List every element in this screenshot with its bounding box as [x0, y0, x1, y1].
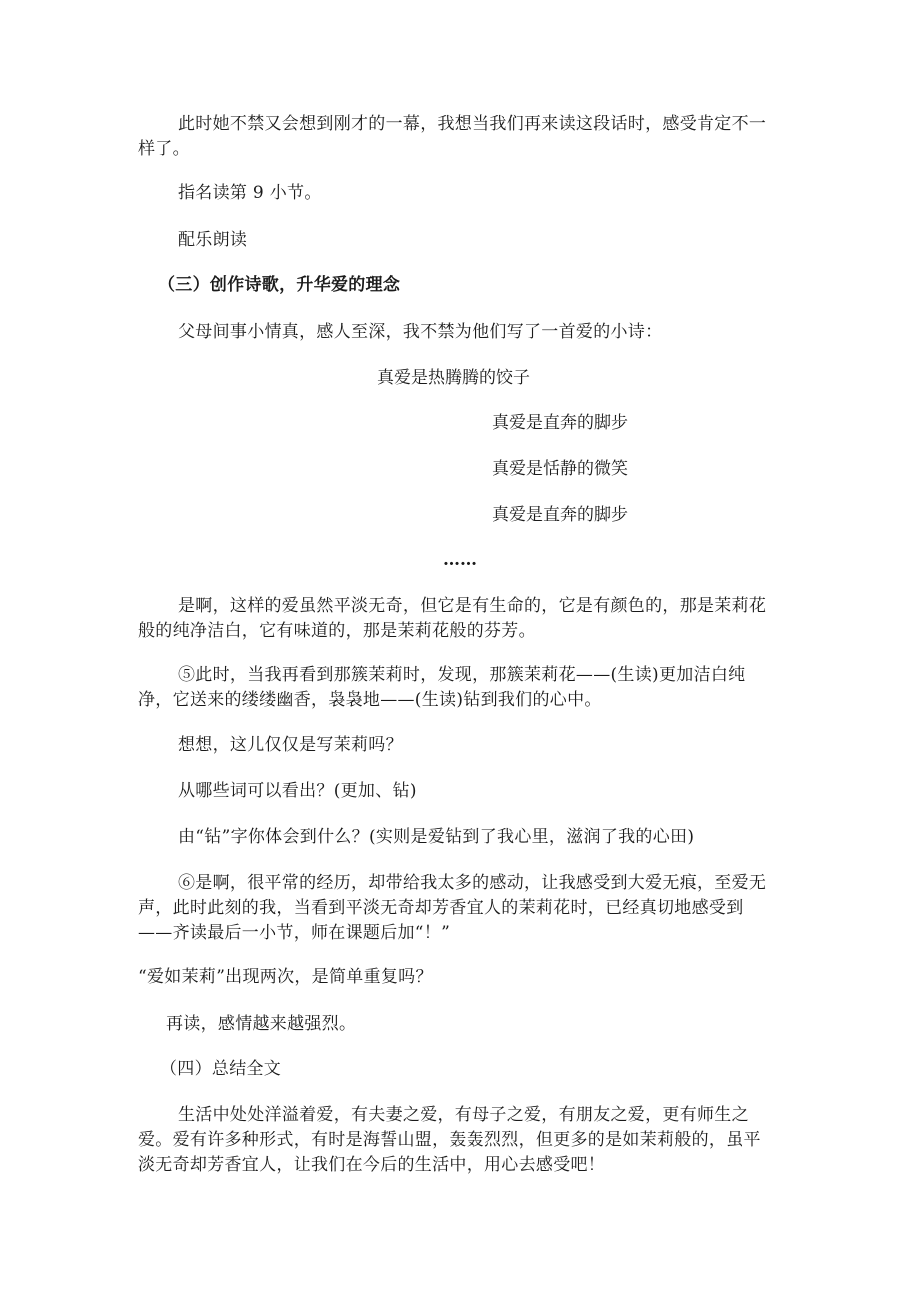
section-heading-4: （四）总结全文 — [160, 1059, 282, 1079]
section-heading-3: （三）创作诗歌，升华爱的理念 — [158, 275, 401, 295]
paragraph-6: ⑤此时，当我再看到那簇茉莉时，发现，那簇茉莉花——(生读)更加洁白纯净，它送来的缕缕幽香，袅袅地——(生读)钻到我们的心中。 — [138, 665, 746, 710]
poem-line-3: 真爱是恬静的微笑 — [492, 459, 628, 479]
poem-line-2: 真爱是直奔的脚步 — [492, 413, 628, 433]
paragraph-11: “爱如茉莉”出现两次，是简单重复吗？ — [138, 967, 433, 987]
paragraph-13: 生活中处处洋溢着爱，有夫妻之爱，有母子之爱，有朋友之爱，更有师生之爱。爱有许多种形式，有时是海誓山盟，轰轰烈烈，但更多的是如茉莉般的，虽平淡无奇却芳香宜人，让我们在今后的生活中，用心去感受吧！ — [138, 1105, 761, 1175]
poem-ellipsis: …… — [443, 550, 477, 570]
paragraph-5: 是啊，这样的爱虽然平淡无奇，但它是有生命的，它是有颜色的，那是茉莉花般的纯净洁白，它有味道的，那是茉莉花般的芬芳。 — [138, 596, 767, 641]
paragraph-7: 想想，这儿仅仅是写茉莉吗？ — [178, 735, 403, 755]
poem-line-1: 真爱是热腾腾的饺子 — [377, 368, 530, 388]
paragraph-12: 再读，感情越来越强烈。 — [166, 1014, 357, 1034]
paragraph-4: 父母间事小情真，感人至深，我不禁为他们写了一首爱的小诗： — [178, 322, 663, 342]
paragraph-3: 配乐朗读 — [178, 230, 248, 250]
poem-line-4: 真爱是直奔的脚步 — [492, 505, 628, 525]
paragraph-8: 从哪些词可以看出？(更加、钻) — [178, 781, 417, 801]
paragraph-9: 由“钻”字你体会到什么？(实则是爱钻到了我心里，滋润了我的心田) — [178, 827, 695, 847]
paragraph-1: 此时她不禁又会想到刚才的一幕，我想当我们再来读这段话时，感受肯定不一样了。 — [138, 114, 767, 159]
paragraph-2: 指名读第 9 小节。 — [178, 183, 322, 203]
paragraph-10: ⑥是啊，很平常的经历，却带给我太多的感动，让我感受到大爱无痕，至爱无声，此时此刻的我，当看到平淡无奇却芳香宜人的茉莉花时，已经真切地感受到——齐读最后一小节，师在课题后加“！” — [138, 873, 767, 943]
